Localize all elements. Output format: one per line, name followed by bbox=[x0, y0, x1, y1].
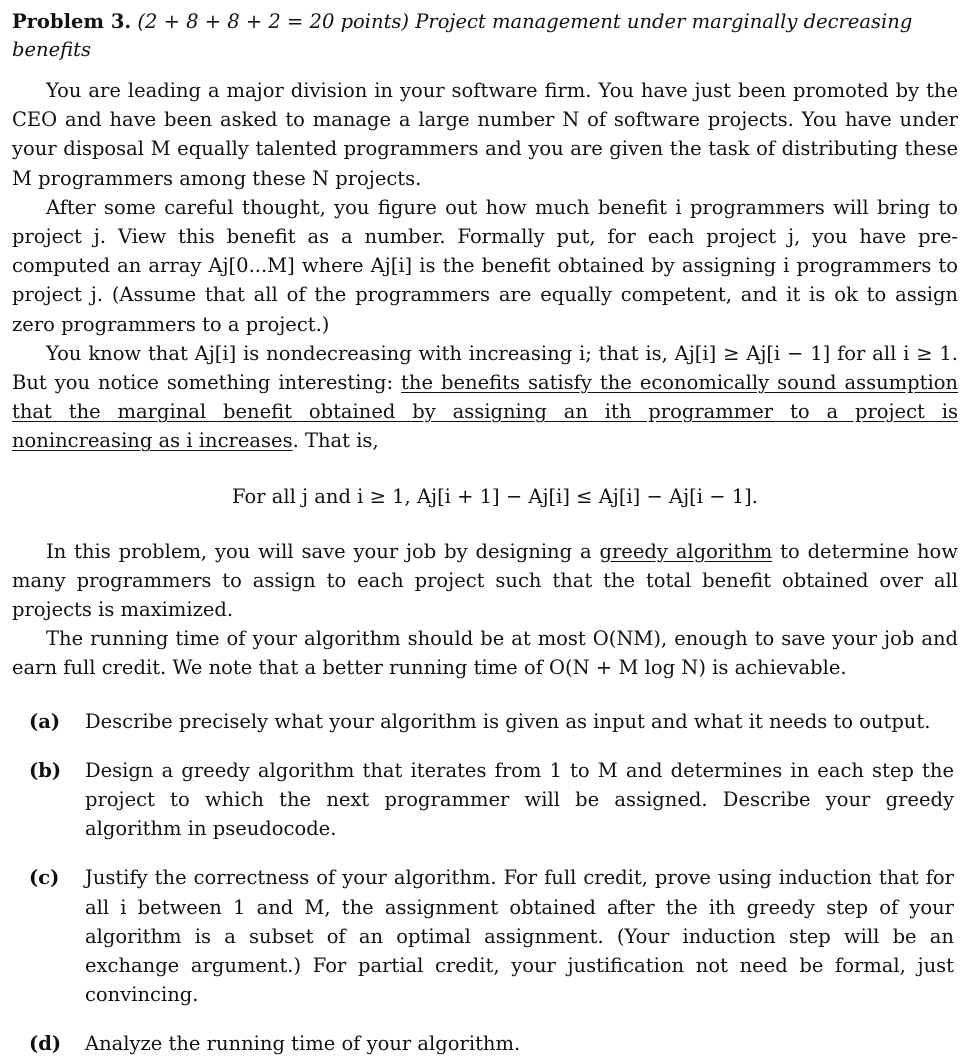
p3-tail: . That is, bbox=[292, 429, 379, 453]
problem-heading bbox=[12, 8, 958, 64]
subpart-text: Analyze the running time of your algorithm. bbox=[85, 1032, 521, 1056]
subpart-text: Describe precisely what your algorithm is given as input and what it needs to output. bbox=[85, 709, 931, 733]
subpart-a bbox=[12, 707, 958, 736]
problem-points: (2 + 8 + 8 + 2 = 20 points) bbox=[137, 10, 410, 33]
intro-paragraph-3 bbox=[12, 339, 958, 456]
p4-lead: In this problem, you will save your job by designing a bbox=[46, 539, 600, 563]
subpart-label: (b) bbox=[29, 758, 62, 782]
subpart-d bbox=[12, 1029, 958, 1058]
marginal-benefit-underlined: the benefits satisfy the economically sound assumption that the marginal benefit obtained by assigning an ith programmer to a project is nonincreasing as i increases bbox=[12, 371, 958, 453]
subpart-label: (a) bbox=[29, 709, 61, 733]
subpart-label: (c) bbox=[29, 866, 60, 890]
p4-tail: to determine how many programmers to assign to each project such that the total benefit obtained over all projects is maximized. bbox=[12, 539, 958, 622]
p3-lead: You know that Aj[i] is nondecreasing with increasing i; that is, Aj[i] ≥ Aj[i − 1] for all i ≥ 1. But you notice something interesting: bbox=[12, 341, 958, 395]
subpart-label: (d) bbox=[29, 1032, 62, 1056]
subpart-c bbox=[12, 863, 958, 1009]
task-paragraph-1 bbox=[12, 537, 958, 625]
task-paragraph-2: The running time of your algorithm should be at most O(NM), enough to save your job and earn full credit. We note that a better running time of O(N + M log N) is achievable. bbox=[12, 627, 958, 680]
display-formula: For all j and i ≥ 1, Aj[i + 1] − Aj[i] ≤ Aj[i] − Aj[i − 1]. bbox=[232, 484, 758, 508]
problem-label: Problem 3. bbox=[12, 10, 132, 33]
problem-title: Project management under marginally decreasing benefits bbox=[12, 10, 913, 61]
intro-paragraph-2: After some careful thought, you figure out how much benefit i programmers will bring to project j. View this benefit as a number. Formally put, for each project j, you have pre-computed an array Aj[0...M] where Aj[i] is the benefit obtained by assigning i programmers to project j. (Assume that all of the programmers are equally competent, and it is ok to assign zero programmers to a project.) bbox=[12, 195, 958, 336]
subpart-b bbox=[12, 756, 958, 844]
subparts-list bbox=[12, 707, 958, 1059]
subpart-text: Justify the correctness of your algorithm. For full credit, prove using induction that for all i between 1 and M, the assignment obtained after the ith greedy step of your algorithm is a subset of an optimal assignment. (Your induction step will be an exchange argument.) For partial credit, your justification not need be formal, just convincing. bbox=[85, 866, 954, 1007]
subpart-text: Design a greedy algorithm that iterates from 1 to M and determines in each step the project to which the next programmer will be assigned. Describe your greedy algorithm in pseudocode. bbox=[85, 758, 954, 841]
intro-paragraph-1: You are leading a major division in your software firm. You have just been promoted by the CEO and have been asked to manage a large number N of software projects. You have under your disposal M equally talented programmers and you are given the task of distributing these M programmers among these N projects. bbox=[12, 79, 958, 190]
greedy-algorithm-underlined: greedy algorithm bbox=[599, 539, 773, 563]
